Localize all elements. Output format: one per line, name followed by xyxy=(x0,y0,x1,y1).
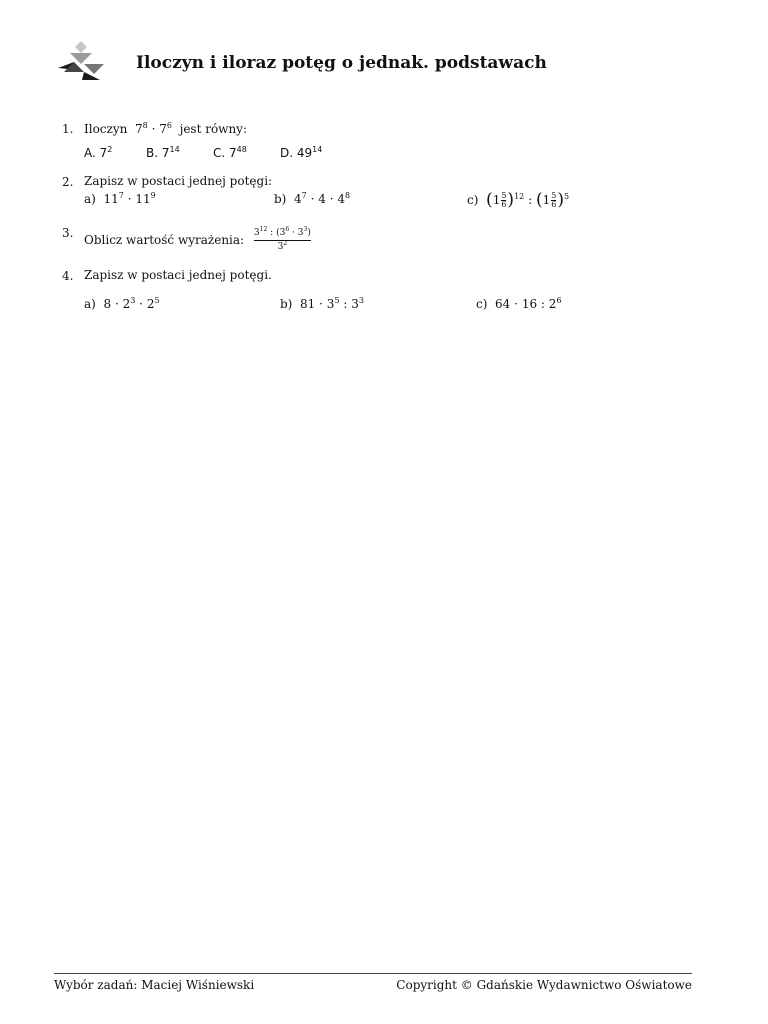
task-1-option-b: B. $7^{14}$ xyxy=(146,145,180,160)
task-4-question: Zapisz w postaci jednej potęgi. xyxy=(84,268,272,282)
task-4-item-c: c) 64 · 16 : $2^6$ xyxy=(476,296,562,311)
footer-author: Wybór zadań: Maciej Wiśniewski xyxy=(54,978,255,992)
task-1-option-c: C. $7^{48}$ xyxy=(213,145,247,160)
task-1-option-d: D. $49^{14}$ xyxy=(280,145,323,160)
footer-divider xyxy=(54,973,692,974)
task-4-item-a: a) $8 \cdot 2^3 \cdot 2^5$ xyxy=(84,296,160,311)
task-3-question: Oblicz wartość wyrażenia: $\frac{3^{12} : (3^6 \cdot 3^3)}{3^2}$ xyxy=(84,226,311,252)
task-3-fraction: $\frac{3^{12} : (3^6 \cdot 3^3)}{3^2}$ xyxy=(253,226,311,252)
tangram-logo-icon xyxy=(54,39,108,83)
task-4-item-b: b) $81 \cdot 3^5$ : $3^3$ xyxy=(280,296,364,311)
task-2-number: 2. xyxy=(62,175,74,189)
task-3-number: 3. xyxy=(62,226,74,240)
page-title: Iloczyn i iloraz potęg o jednak. podstawach xyxy=(136,53,547,73)
task-1-option-a: A. $7^2$ xyxy=(84,145,113,160)
task-2-question: Zapisz w postaci jednej potęgi: xyxy=(84,174,273,188)
task-1-expression: $7^8 \cdot 7^6$ xyxy=(135,121,172,136)
footer-copyright: Copyright © Gdańskie Wydawnictwo Oświatowe xyxy=(396,978,692,992)
task-2-item-b: b) $4^7 \cdot 4 \cdot 4^8$ xyxy=(274,191,351,206)
task-4-number: 4. xyxy=(62,269,74,283)
task-1-number: 1. xyxy=(62,122,74,136)
task-2-item-c: c) (1 $\frac{5}{6}$ )$^{12}$ : (1 $\frac{5}{6}$ )$^5$ xyxy=(467,190,570,210)
task-1-question: Iloczyn $7^8 \cdot 7^6$ jest równy: xyxy=(84,121,247,136)
task-2-item-a: a) $11^7 \cdot 11^9$ xyxy=(84,191,156,206)
